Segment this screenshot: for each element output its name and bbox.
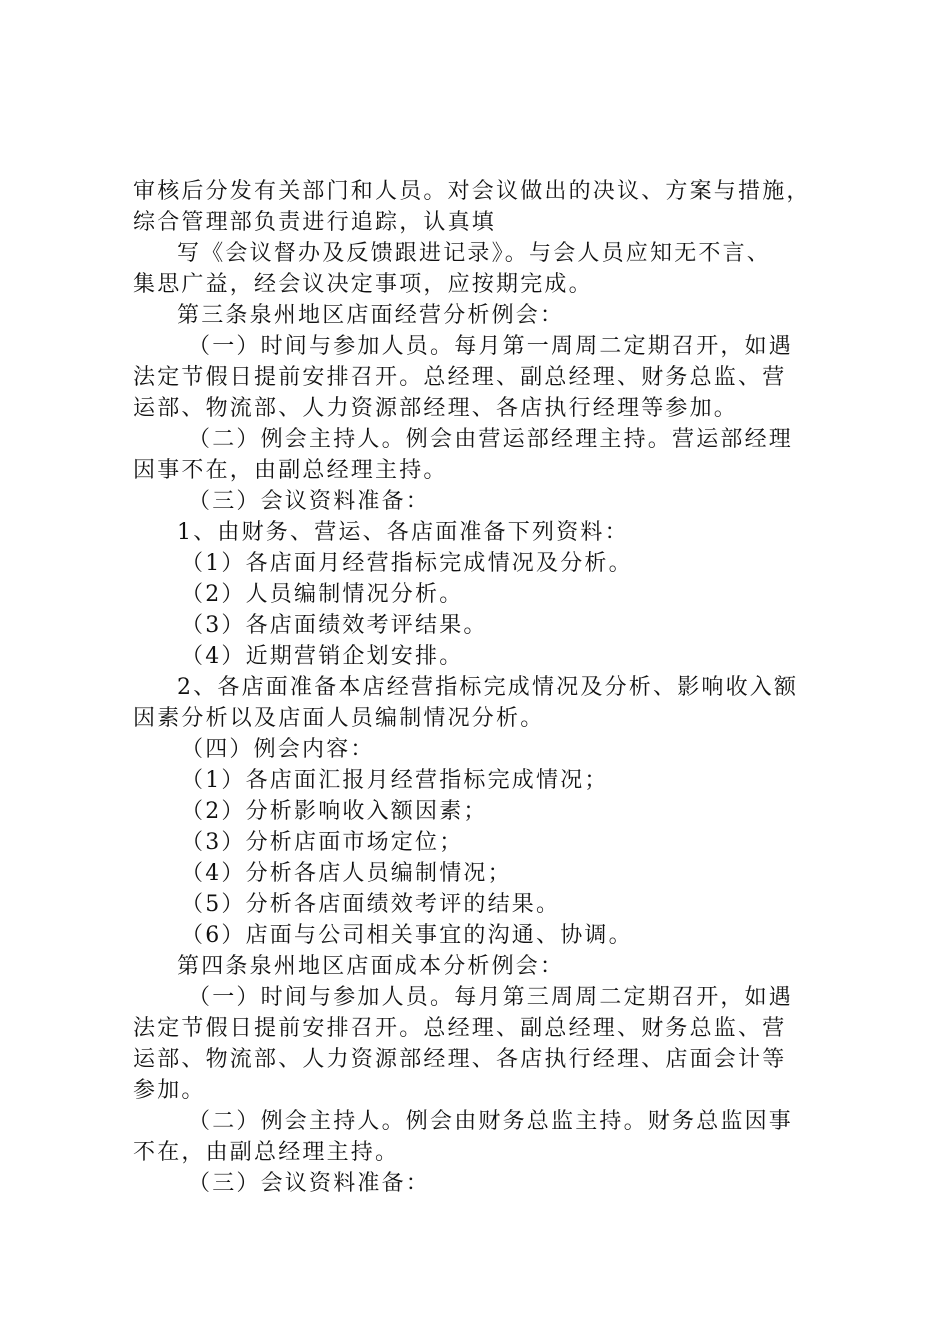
text-line: 运部、物流部、人力资源部经理、各店执行经理、店面会计等 <box>133 1047 787 1072</box>
list-item: （3）各店面绩效考评结果。 <box>181 613 488 638</box>
text-line: 因素分析以及店面人员编制情况分析。 <box>133 706 545 731</box>
text-line: 参加。 <box>133 1078 206 1103</box>
text-line: （四）例会内容： <box>181 737 375 762</box>
list-item: （3）分析店面市场定位； <box>181 830 464 855</box>
list-item: （2）人员编制情况分析。 <box>181 582 464 607</box>
text-line: （一）时间与参加人员。每月第一周周二定期召开，如遇 <box>188 334 794 359</box>
text-line: 法定节假日提前安排召开。总经理、副总经理、财务总监、营 <box>133 1016 787 1041</box>
text-line: （三）会议资料准备： <box>188 1171 431 1196</box>
section-heading: 第三条泉州地区店面经营分析例会： <box>177 303 565 328</box>
text-line: 1、由财务、营运、各店面准备下列资料： <box>177 520 629 545</box>
text-line: 综合管理部负责进行追踪，认真填 <box>133 210 497 235</box>
text-line: 不在，由副总经理主持。 <box>133 1140 400 1165</box>
text-line: 法定节假日提前安排召开。总经理、副总经理、财务总监、营 <box>133 365 787 390</box>
text-line: （一）时间与参加人员。每月第三周周二定期召开，如遇 <box>188 985 794 1010</box>
list-item: （1）各店面汇报月经营指标完成情况； <box>181 768 609 793</box>
text-line: 写《会议督办及反馈跟进记录》。与会人员应知无不言、 <box>177 241 772 266</box>
text-line: （二）例会主持人。例会由营运部经理主持。营运部经理 <box>188 427 794 452</box>
text-line: 2、各店面准备本店经营指标完成情况及分析、影响收入额 <box>177 675 799 700</box>
document-body <box>133 176 843 1199</box>
section-heading: 第四条泉州地区店面成本分析例会： <box>177 954 565 979</box>
text-line: （三）会议资料准备： <box>188 489 431 514</box>
list-item: （4）近期营销企划安排。 <box>181 644 464 669</box>
text-line: 集思广益，经会议决定事项，应按期完成。 <box>133 272 593 297</box>
text-line: 运部、物流部、人力资源部经理、各店执行经理等参加。 <box>133 396 739 421</box>
text-line: （二）例会主持人。例会由财务总监主持。财务总监因事 <box>188 1109 794 1134</box>
list-item: （4）分析各店人员编制情况； <box>181 861 512 886</box>
list-item: （6）店面与公司相关事宜的沟通、协调。 <box>181 923 633 948</box>
text-line: 因事不在，由副总经理主持。 <box>133 458 448 483</box>
list-item: （5）分析各店面绩效考评的结果。 <box>181 892 561 917</box>
list-item: （2）分析影响收入额因素； <box>181 799 488 824</box>
text-line: 审核后分发有关部门和人员。对会议做出的决议、方案与措施， <box>133 179 811 204</box>
list-item: （1）各店面月经营指标完成情况及分析。 <box>181 551 633 576</box>
